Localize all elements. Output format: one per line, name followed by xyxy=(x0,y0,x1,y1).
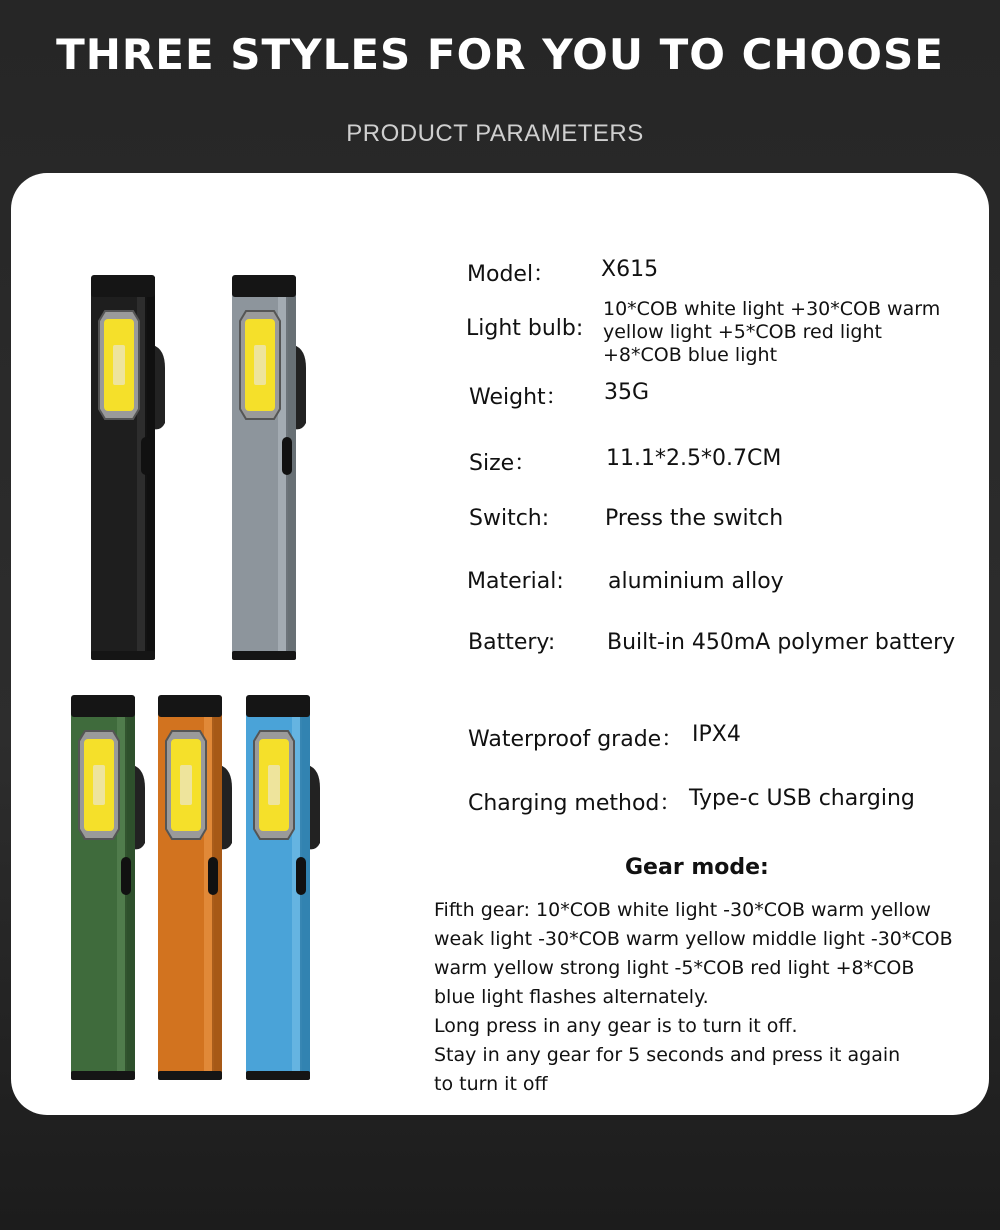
light-bulb-value: 10*COB white light +30*COB warm yellow light +5*COB red light +8*COB blue light xyxy=(603,298,941,366)
switch-button xyxy=(121,857,131,895)
gear-line: Stay in any gear for 5 seconds and press it again xyxy=(434,1044,901,1066)
top-cap xyxy=(71,695,135,717)
switch-button xyxy=(141,437,151,475)
gear-line: weak light -30*COB warm yellow middle light -30*COB xyxy=(434,928,953,950)
light-bulb-label: Light bulb: xyxy=(466,316,584,341)
flashlight-green xyxy=(61,693,151,1083)
page-subtitle: PRODUCT PARAMETERS xyxy=(346,120,644,147)
battery-label: Battery: xyxy=(468,630,556,655)
gear-line: Long press in any gear is to turn it off. xyxy=(434,1015,798,1037)
top-cap xyxy=(232,275,296,297)
weight-label: Weight： xyxy=(469,385,568,410)
charging-label: Charging method： xyxy=(468,791,682,816)
gear-line: Fifth gear: 10*COB white light -30*COB warm yellow xyxy=(434,899,931,921)
gear-line: to turn it off xyxy=(434,1073,548,1095)
page-title: THREE STYLES FOR YOU TO CHOOSE xyxy=(56,30,944,79)
size-value: 11.1*2.5*0.7CM xyxy=(606,446,782,471)
bottom-cap xyxy=(71,1071,135,1080)
flashlight-gray xyxy=(222,273,312,663)
top-cap xyxy=(91,275,155,297)
flashlight-orange xyxy=(148,693,238,1083)
charging-value: Type-c USB charging xyxy=(689,786,915,811)
led-dots xyxy=(180,765,192,805)
switch-value: Press the switch xyxy=(605,506,784,531)
size-label: Size： xyxy=(469,451,537,476)
battery-value: Built-in 450mA polymer battery xyxy=(607,630,956,655)
led-dots xyxy=(254,345,266,385)
bottom-cap xyxy=(246,1071,310,1080)
flashlight-image xyxy=(81,273,171,663)
material-label: Material: xyxy=(467,569,564,594)
flashlight-image xyxy=(222,273,312,663)
flashlight-image xyxy=(236,693,326,1083)
waterproof-value: IPX4 xyxy=(692,722,741,747)
led-dots xyxy=(268,765,280,805)
bottom-cap xyxy=(158,1071,222,1080)
switch-button xyxy=(282,437,292,475)
switch-button xyxy=(296,857,306,895)
weight-value: 35G xyxy=(604,380,650,405)
flashlight-blue xyxy=(236,693,326,1083)
bottom-cap xyxy=(232,651,296,660)
gear-mode-title: Gear mode: xyxy=(625,855,769,880)
led-dots xyxy=(93,765,105,805)
top-cap xyxy=(158,695,222,717)
switch-button xyxy=(208,857,218,895)
gear-line: warm yellow strong light -5*COB red light +8*COB xyxy=(434,957,915,979)
switch-label: Switch: xyxy=(469,506,550,531)
led-dots xyxy=(113,345,125,385)
gear-line: blue light flashes alternately. xyxy=(434,986,709,1008)
model-label: Model： xyxy=(467,262,556,287)
waterproof-label: Waterproof grade： xyxy=(468,727,684,752)
top-cap xyxy=(246,695,310,717)
flashlight-image xyxy=(61,693,151,1083)
flashlight-black xyxy=(81,273,171,663)
flashlight-image xyxy=(148,693,238,1083)
material-value: aluminium alloy xyxy=(608,569,784,594)
bottom-cap xyxy=(91,651,155,660)
model-value: X615 xyxy=(601,257,659,282)
